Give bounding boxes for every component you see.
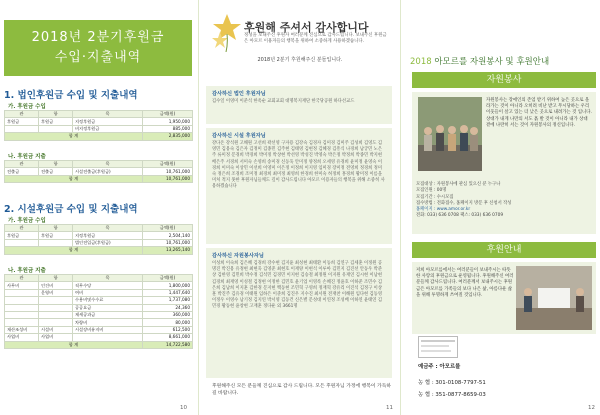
total-row xyxy=(5,341,193,348)
account-line: 농 협 : 351-0877-8659-03 xyxy=(418,392,486,398)
table-header xyxy=(5,161,193,168)
section2-title: 2. 시설후원금 수입 및 지출내역 xyxy=(4,204,138,215)
cell: 차량비 xyxy=(73,319,143,326)
cell: 지정후원금 xyxy=(73,118,143,125)
table-facility-income xyxy=(4,224,193,255)
cell xyxy=(39,239,73,246)
cell xyxy=(39,297,73,304)
thanks-text: 후원해주신 모든 분들께 진심으로 감사 드립니다. 모든 후원자님 가정에 행복이 가득하길 바랍니다. xyxy=(212,384,391,396)
cell: 13,265,140 xyxy=(143,247,193,254)
col-header: 금액(원) xyxy=(143,161,193,168)
volunteers-box xyxy=(206,248,392,378)
cell: 운영비 xyxy=(39,289,73,296)
cell: 885,000 xyxy=(143,125,193,132)
donation-text: 저희 아모르를에서는 여러분들이 보내주시는 따뜻한 사랑의 후원금으로 운영됩니다. 후원해주신 여러분들께 감사드립니다. 여러분께서 보내주시는 후원금은 아모르를 가족들의 보다 나은 삶, 아름다운 삶을 위해 투명하게 쓰여질 것입니다. xyxy=(416,268,514,298)
page-title: 후원해 주셔서 감사합니다 xyxy=(244,21,369,34)
cell: 합 계 xyxy=(5,133,143,140)
donation-title-bar: 후원안내 xyxy=(412,242,596,258)
page-number: 12 xyxy=(588,405,595,411)
cell xyxy=(39,319,73,326)
cell: 합 계 xyxy=(5,247,143,254)
info-line: 모집대상 : 자원봉사에 관심 있으신 분 누구나 xyxy=(416,182,501,187)
cell: 후원금 xyxy=(5,118,39,125)
col-header: 항 xyxy=(39,275,73,282)
volunteers-list: 이성희 이숙희 김은혜 김경희 강수현 김지윤 최성현 최태환 이동희 김연구 김세훈 이정원 공명진 박진용 유정현 최현욱 김영준 최현호 이재양 이현석 이루아 김민지 김진선 안동우 박준상 김한영 김민희 박수정 김석민 김경민 이지현 김승철 최정원 이지원 유재연 김시현 이남현 김경희 최재영 이성철 김정현 이정한 김민호 윤기업 이영록 손혜진 정윤호 이하준 조민수 김은희 김남희 이지훈 김한경 문지현 백동현 조민혁 구영희 정재혁 강유리 이진석 김정구 이상훈 박진주 김유경 이태원 임하은 이준희 김진우 지수진 최서원 전재찬 이해원 임다현 김동영 이정우 이영수 남기정 김지연 박서영 김동건 신은별 문성대 이연정 조성배 이하연 윤태연 김민경 황동현 윤창현 고재훈 정다운 외 3661명 xyxy=(212,261,382,310)
cell: 사업비 xyxy=(39,334,73,341)
cell: 인건비 xyxy=(39,282,73,289)
cell xyxy=(39,125,73,132)
legal-donors-title: 감사하신 법인 후원자님 xyxy=(212,91,266,97)
cell: 1,950,000 xyxy=(143,118,193,125)
cell: 시설장비유지비 xyxy=(73,326,143,333)
legal-donors-list: 김수일 이영미 이준석 한옥순 교회교회 대명복지재단 한국당공원 하다선교드 xyxy=(212,99,355,104)
cell: 10,761,000 xyxy=(143,168,193,175)
cell: 수용비및수수료 xyxy=(73,297,143,304)
col-header: 금액(원) xyxy=(143,275,193,282)
cell xyxy=(5,319,39,326)
table-row xyxy=(5,118,193,125)
table-header xyxy=(5,275,193,282)
table-row xyxy=(5,297,193,304)
cell xyxy=(5,311,39,318)
table-row xyxy=(5,334,193,341)
cell: 후원금 xyxy=(39,118,73,125)
cell xyxy=(73,334,143,341)
cell: 1,737,080 xyxy=(143,297,193,304)
col-header: 관 xyxy=(5,111,39,118)
cell: 후원금 xyxy=(5,232,39,239)
total-row xyxy=(5,247,193,254)
donation-photo xyxy=(516,266,592,330)
period-line: 2018년 2분기 후원해주신 분들입니다. xyxy=(257,57,343,63)
col-header: 금액(원) xyxy=(143,111,193,118)
table-row xyxy=(5,289,193,296)
banner-line-1: 2018년 2분기후원금 xyxy=(31,30,165,45)
section1b-title: 나. 후원금 지출 xyxy=(8,154,46,160)
table-row xyxy=(5,282,193,289)
cell: 사무비 xyxy=(5,282,39,289)
header-year: 2018 xyxy=(410,57,432,67)
col-header: 목 xyxy=(73,161,143,168)
table-row xyxy=(5,125,193,132)
page-12 xyxy=(402,0,600,415)
cell xyxy=(39,304,73,311)
table-row xyxy=(5,239,193,246)
cell xyxy=(5,125,39,132)
cell: 법인전입금(후원금) xyxy=(73,239,143,246)
account-holder: 예금주 : 아모르를 xyxy=(418,364,461,370)
banner-line-2: 수입·지출내역 xyxy=(54,50,142,65)
cell: 합 계 xyxy=(5,341,143,348)
volunteer-title-bar: 자원봉사 xyxy=(412,72,596,88)
cell xyxy=(5,297,39,304)
legal-donors-box xyxy=(206,86,392,124)
cell: 전출금 xyxy=(39,168,73,175)
volunteer-info xyxy=(416,182,594,220)
facility-donors-list: 강다온 강석원 고해원 고선희 곽선영 구자용 김강숙 김경자 김미경 김미주 김성희 김영도 김영민 김용숙 김은자 김정미 김종민 김주현 김태영 김현정 김혜경 김흥식 나경희 남궁민 노은주 류미정 문경희 박경희 박미정 박상현 박선영 박성진 박영숙 박은정 박정희 박종민 박지현 배은주 서경희 서미숙 손영희 송미경 신동욱 안미정 양정희 오세영 유경희 윤미정 윤영숙 이경희 이미숙 이상민 이선희 이영미 이은정 이정희 이지영 임미경 장미정 전영희 정경희 정미숙 정은희 조경희 조미정 최경희 최미정 최영희 한경희 한미숙 허정희 홍경희 황미정 이름을 미처 적지 못한 후원자님들께도 깊이 감사드립니다 아모르 이용자들의 행복을 위해 소중히 사용하겠습니다 xyxy=(212,141,385,190)
cell: 2,504,140 xyxy=(143,232,193,239)
cell: 지정후원금 xyxy=(73,232,143,239)
info-line: 전화: 033) 636 0708 팩스: 033) 636 0709 xyxy=(416,213,504,219)
cell: 직무수당 xyxy=(73,282,143,289)
cell: 10,761,000 xyxy=(143,239,193,246)
cell: 제세공과금 xyxy=(73,311,143,318)
info-line: 접수방법 : 전화접수, 홈페이지 방문 후 신청서 작성 xyxy=(416,200,512,206)
section2a-title: 가. 후원금 수입 xyxy=(8,218,46,224)
page-divider xyxy=(400,0,401,415)
table-legal-expense xyxy=(4,160,193,183)
intro-text: 정성을 보내주신 후원자 여러분께 진심으로 감사드립니다. 보내주신 후원금은 아모르 이용자들의 행복을 위하여 소중하게 사용하겠습니다. xyxy=(244,33,387,44)
col-header: 항 xyxy=(39,111,73,118)
account-line: 농 협 : 301-0108-7797-51 xyxy=(418,380,486,386)
page-number: 10 xyxy=(180,405,187,411)
table-row xyxy=(5,232,193,239)
page-number: 11 xyxy=(386,405,393,411)
section1a-title: 가. 후원금 수입 xyxy=(8,104,46,110)
facility-donors-title: 감사하신 시설 후원자님 xyxy=(212,133,266,139)
cell xyxy=(5,289,39,296)
col-header: 목 xyxy=(73,225,143,232)
flower-icon xyxy=(210,12,244,52)
table-row xyxy=(5,326,193,333)
col-header: 항 xyxy=(39,161,73,168)
page-10 xyxy=(0,0,196,415)
col-header: 목 xyxy=(73,111,143,118)
page-header xyxy=(410,55,549,67)
facility-donors-box xyxy=(206,128,392,244)
col-header: 관 xyxy=(5,275,39,282)
cell: 1,447,640 xyxy=(143,289,193,296)
table-header xyxy=(5,225,193,232)
cell: 1,800,000 xyxy=(143,282,193,289)
col-header: 관 xyxy=(5,161,39,168)
table-facility-expense xyxy=(4,274,193,349)
section1-title: 1. 법인후원금 수입 및 지출내역 xyxy=(4,90,138,101)
col-header: 관 xyxy=(5,225,39,232)
total-row xyxy=(5,175,193,182)
cell: 후원금 xyxy=(39,232,73,239)
cell: 사업비 xyxy=(5,334,39,341)
certificate-icon xyxy=(418,336,458,358)
cell xyxy=(5,304,39,311)
table-row xyxy=(5,311,193,318)
table-legal-income xyxy=(4,110,193,141)
cell: 여비 xyxy=(73,289,143,296)
table-header xyxy=(5,111,193,118)
page-divider xyxy=(198,0,199,415)
cell xyxy=(39,311,73,318)
cell: 80,000 xyxy=(143,319,193,326)
cell: 합 계 xyxy=(5,175,143,182)
info-line: 모집인원 : 00명 xyxy=(416,188,447,194)
cell: 8,661,000 xyxy=(143,334,193,341)
cell: 24,360 xyxy=(143,304,193,311)
info-line: 홈페이지 : www.amor.or.kr xyxy=(416,207,471,213)
table-row xyxy=(5,319,193,326)
col-header: 금액(원) xyxy=(143,225,193,232)
table-row xyxy=(5,304,193,311)
volunteer-text: 자원봉사는 장애인의 존엄 받기 위하여 높은 곳으로 올라가는 것이 아니라 오히려 비난 받고 무시당하는 우리 이웃들이 살고 있는 더 낮은 곳으로 내려가는 것 입니다. 상대가 내게 나만의 서도 흙 발 것이 아니라 내가 상대 곁에 나란히 서는 것이 자원봉사의 정신입니다. xyxy=(486,98,592,128)
cell: 10,761,000 xyxy=(143,175,193,182)
cell: 시설비 xyxy=(39,326,73,333)
title-banner xyxy=(4,20,192,76)
cell: 2,835,000 xyxy=(143,133,193,140)
cell: 공공요금 xyxy=(73,304,143,311)
cell: 14,722,580 xyxy=(143,341,193,348)
info-line: 모집기간 : 수시모집 xyxy=(416,194,454,200)
col-header: 목 xyxy=(73,275,143,282)
cell: 612,500 xyxy=(143,326,193,333)
cell: 360,000 xyxy=(143,311,193,318)
cell: 비지정후원금 xyxy=(73,125,143,132)
header-text: 아모르를 자원봉사 및 후원안내 xyxy=(434,57,550,67)
section2b-title: 나. 후원금 지출 xyxy=(8,268,46,274)
total-row xyxy=(5,133,193,140)
volunteers-title: 감사하신 자원봉사자님 xyxy=(212,253,264,259)
cell: 재산조성비 xyxy=(5,326,39,333)
col-header: 항 xyxy=(39,225,73,232)
cell: 전출금 xyxy=(5,168,39,175)
cell xyxy=(5,239,39,246)
volunteer-photo xyxy=(418,97,482,171)
cell: 시설전출금(후원금) xyxy=(73,168,143,175)
page-11 xyxy=(200,0,398,415)
table-row xyxy=(5,168,193,175)
